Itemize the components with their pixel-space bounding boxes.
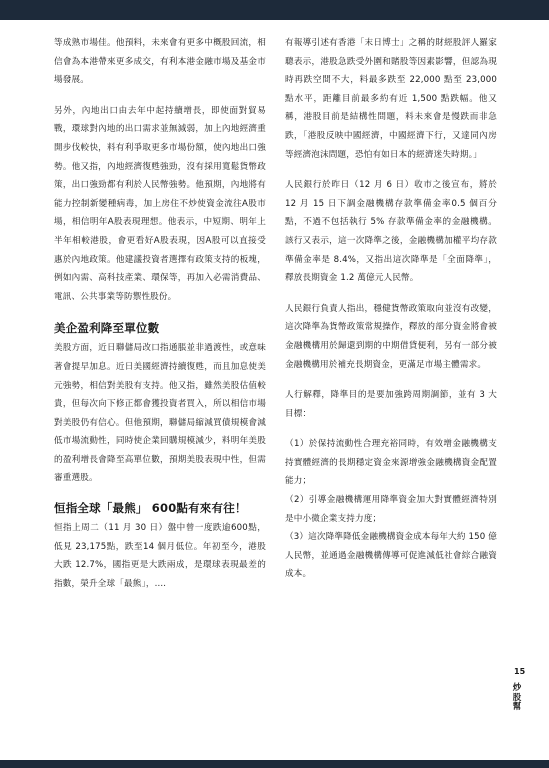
- section-heading-us-earnings: 美企盈利降至單位數: [54, 321, 160, 336]
- bottom-footer-bar: [0, 760, 549, 768]
- top-header-bar: [0, 0, 549, 20]
- left-paragraph-3: 美股方面，近日聯儲局改口指通脹並非過渡性，或意味著會提早加息。近日美國經濟持續復甦，而且加息使美元強勢，相信對美股有支持。他又指，雖然美股估值較貴，但每次向下修正都會獲投資者買入，所以相信市場對美股仍有信心。但他預期，聯儲局縮減買債規模會減低市場流動性，同時使企業回購規模減少，料明年美股的盈利增長會降至高單位數，預期美股表現中性，但需審重選股。: [54, 343, 266, 484]
- left-paragraph-2: 另外，內地出口由去年中起持續增長，即使面對貿易戰，環球對內地的出口需求並無減弱，加上內地經濟重開步伐較快，料有利爭取更多市場份額，使內地出口強勢。他又指，內地經濟復甦強勁，沒有採用寬鬆貨幣政策，出口強勁都有利於人民幣強勢。他預期，內地將有能力控制新變種病毒，加上房住不炒使資金流往A股市場，相信明年A股表現理想。他表示，中短期、明年上半年相較港股，會更看好A股表現，因A股可以直接受惠於內地政策。他建議投資者選擇有政策支持的板塊，例如內需、高科技產業、環保等，再加入必需消費品、電訊、公共事業等防禦性股份。: [54, 105, 266, 302]
- left-paragraph-1: 等成熟市場佳。他預料，未來會有更多中概股回流，相信會為本港帶來更多成交，有利本港金融市場及基金市場發展。: [54, 38, 266, 86]
- right-paragraph-5: （1）於保持流動性合理充裕同時，有效增金融機構支持實體經濟的長期穩定資金來源增強金融機構資金配置能力；: [285, 439, 497, 487]
- right-paragraph-2: 人民銀行於昨日（12 月 6 日）收市之後宣布，將於 12 月 15 日下調金融機構存款準備金率0.5 個百分點，不過不包括執行 5% 存款準備金率的金融機構。該行又表示，這一次降準之後，金融機構加權平均存款準備金率是 8.4%，又指出這次降準是「全面降準」，釋放長期資金 1.2 萬億元人民幣。: [285, 180, 497, 284]
- page-number: 15: [514, 667, 526, 676]
- right-paragraph-4: 人行解釋，降準目的是要加強跨周期調節，並有 3 大目標：: [285, 390, 497, 419]
- section-heading-hsi-bear: 恒指全球「最熊」 600點有來有往！: [54, 501, 247, 516]
- left-column: [54, 34, 266, 593]
- right-paragraph-3: 人民銀行負責人指出，穩健貨幣政策取向並沒有改變，這次降準為貨幣政策常規操作，釋放的部分資金將會被金融機構用於歸還到期的中期借貸便利，另有一部分被金融機構用於補充長期資金，更滿足市場主體需求。: [285, 303, 497, 370]
- brand-logo-text: 炒股幫: [512, 683, 522, 712]
- right-column: [285, 34, 497, 584]
- right-paragraph-6: （2）引導金融機構運用降準資金加大對實體經濟特別是中小微企業支持力度；: [285, 495, 497, 524]
- right-paragraph-1: 有報導引述有香港「末日博士」之稱的財經股評人羅家聰表示，港股急跌受外圍和賭股等因素影響，但認為現時再跌空間不大，料最多跌至 22,000 點至 23,000 點水平，距離目前最多約有近 1,500 點跌幅。他又稱，港股目前是結構性問題，料未來會是慢跌而非急跌，「港股反映中國經濟，中國經濟下行，又達同內房等經濟泡沫問題，恐怕有如日本的經濟迷失時期。」: [285, 38, 497, 160]
- left-paragraph-4: 恒指上周二（11 月 30 日）盤中曾一度跌逾600點，低見 23,175點，跌至14 個月低位。年初至今，港股大跌 12.7%，國指更是大跌兩成，是環球表現最差的指數，榮升全球「最熊」，....: [54, 523, 266, 589]
- right-paragraph-7: （3）這次降準降低金融機構資金成本每年大約 150 億人民幣，並通過金融機構傳導可促進減低社會綜合融資成本。: [285, 532, 497, 580]
